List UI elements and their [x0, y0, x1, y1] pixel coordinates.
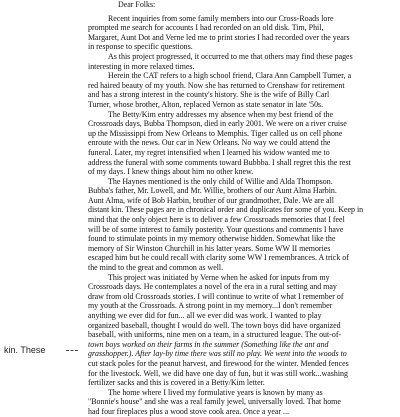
- letter-line: for the livestock. Well, we did have one day of fun, but it was still work...washing: [88, 368, 348, 378]
- letter-line: Margaret, Aunt Dot and Verne led me to print stories I had recorded over the years: [88, 32, 350, 42]
- letter-line: funeral. Later, my regret intensified when I learned his widow wanted me to: [88, 147, 330, 157]
- letter-line: The home where I lived my formulative years is known by many as: [108, 387, 323, 397]
- letter-line: distant kin. These pages are in chronical order and duplicates for some of you. Keep in: [88, 205, 364, 215]
- letter-line: enroute with the news. Our car in New Orleans. No way we could attend the: [88, 138, 331, 148]
- letter-line: The Haynes mentioned is the only child of Willie and Alda Thompson.: [108, 176, 333, 186]
- letter-line: This project was initiated by Verne when he asked for inputs from my: [108, 272, 330, 282]
- letter-line: Recent inquiries from some family members into our Cross-Roads lore: [108, 13, 334, 23]
- letter-line: Bubba's father, Mr. Lowell, and Mr. Willie, brothers of our Aunt Alma Harbin.: [88, 186, 337, 196]
- letter-line: had four fireplaces plus a wood stove cook area. Once a year ...: [88, 406, 289, 416]
- letter-line: anything we ever did for fun... all we ever did was work. I wanted to play: [88, 311, 322, 320]
- letter-line: Turner, whose brother, Alton, replaced Vernon as state senator in late '50s.: [88, 99, 324, 109]
- letter-line: mind that the only object here is to deliver a few Crossroads memories that I feel: [88, 215, 345, 225]
- letter-line: and has a strong interest in the county's history. She is the wife of Billy Carl: [88, 90, 330, 100]
- letter-line: Crossroads days. He contemplates a novel of the era in a rural setting and may: [88, 282, 337, 292]
- letter-line: Herein the CAT refers to a high school friend, Clara Ann Campbell Turner, a: [108, 71, 352, 81]
- letter-line: "Bonnie's house" and she was a real family jewel, universally loved. That home: [88, 397, 341, 407]
- letter-line: in response to specific questions.: [88, 42, 193, 52]
- letter-line: of my days. I knew things about him no other knew.: [88, 167, 254, 177]
- letter-line: As this project progressed, it occurred to me that others may find these pages: [108, 51, 353, 61]
- letter-line: up the Mississippi from New Orleans to Memphis. Tiger called us on cell phone: [88, 128, 343, 138]
- letter-line: escaped him but he could recall with clarity some WW I remembrances. A trick of: [88, 253, 349, 263]
- letter-line: organized baseball, thought I would do well. The town boys did have organized: [88, 320, 341, 330]
- letter-line: interesting in more relaxed times.: [88, 61, 195, 71]
- letter-line: draw from old Crossroads stories. I will continue to write of what I remember of: [88, 291, 344, 301]
- annotation-pointer: [66, 350, 78, 352]
- letter-line: my youth at the Crossroads. A strong point in my memory...I don't remember: [88, 301, 333, 311]
- letter-line: Aunt Alma, wife of Bob Harbin, brother of our grandmother, Dale. We are all: [88, 195, 334, 205]
- letter-line: found to stimulate points in my memory otherwise hidden. Somewhat like the: [88, 234, 336, 244]
- letter-line: red haired beauty of my youth. Now she has returned to Crenshaw for retirement: [88, 80, 345, 90]
- letter-line: prompted me search for accounts I had recorded on an old disk. Tim, Phil,: [88, 23, 324, 33]
- letter-line: the mind to the great and common as well.: [88, 263, 224, 273]
- letter-line: The Betty/Kim entry addresses my absence when my best friend of the: [108, 109, 334, 119]
- handwritten-margin-note: kin. These: [4, 345, 46, 355]
- letter-line: will be of some interest to family posterity. Your questions and comments I have: [88, 224, 344, 234]
- letter-line: cut stack poles for the peanut harvest, and firewood for the winter. Mended fences: [88, 358, 349, 368]
- letter-greeting: Dear Folks:: [118, 0, 156, 9]
- letter-line: baseball, with uniforms, nine men on a team, in a structured league. The out-of-: [88, 330, 342, 340]
- letter-line: town boys worked on their farms in the summer (Something like the ant and: [88, 339, 329, 349]
- letter-line: Crossroads days, Bubba Thompson, died in early 2001. We were on a river cruise: [88, 119, 347, 129]
- letter-body: [88, 0, 390, 417]
- letter-line: grasshopper.). After lay-by time there was still no play. We went into the woods to: [88, 349, 347, 359]
- letter-line: address the funeral with some comments toward Bubbba. I shall regret this the rest: [88, 157, 351, 167]
- letter-line: memory of Sir Winston Churchill in his latter years. Some WW II memories: [88, 243, 331, 253]
- letter-line: fertilizer sacks and this is covered in a Betty/Kim letter.: [88, 378, 265, 388]
